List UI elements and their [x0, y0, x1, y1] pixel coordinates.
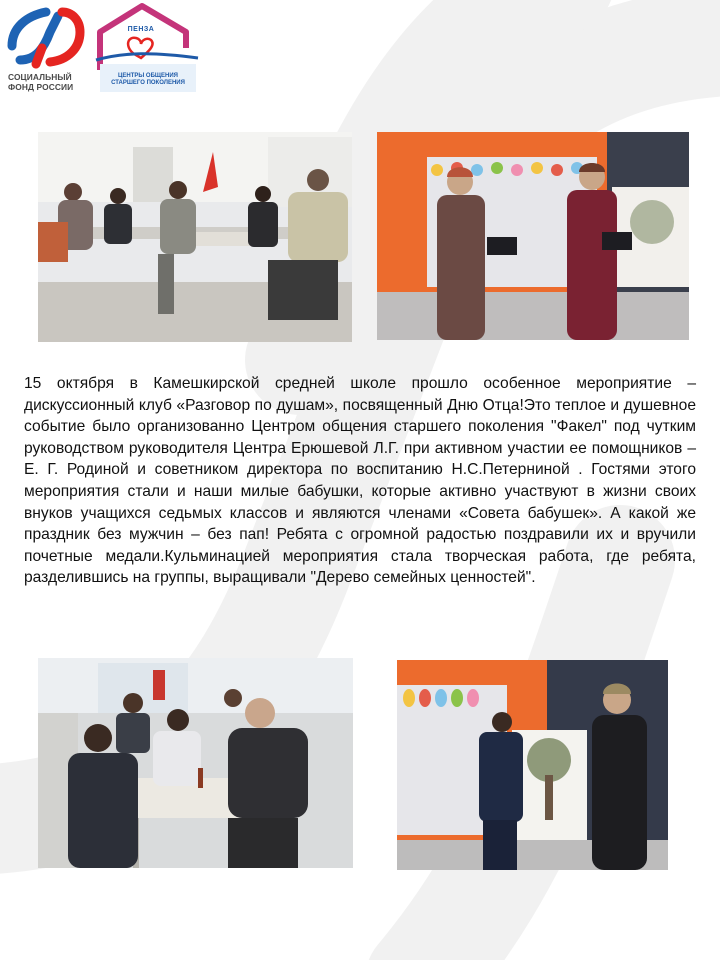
header-logos	[6, 2, 206, 97]
event-photo-presenters	[377, 132, 689, 340]
sfr-logo-line2: ФОНД РОССИИ	[8, 82, 74, 92]
event-photo-classroom	[38, 132, 352, 342]
article-text: 15 октября в Камешкирской средней школе прошло особенное мероприятие – дискуссионный клуб «Разговор по душам», посвященный Дню Отца!Это теплое и душевное событие было организованно Центром общения старшего поколения "Факел" под чутким руководством руководителя Центра Ерюшевой Л.Г. при активном участии ее помощников – Е. Г. Родиной и советником директора по воспитанию Н.С.Петерниной . Гостями этого мероприятия стали и наши милые бабушки, которые активно участвуют в жизни своих внуков учащихся седьмых классов и являются членами «Совета бабушек». А какой же праздник без мужчин – без пап! Ребята с огромной радостью поздравили их и вручили почетные медали.Кульминацией мероприятия стала творческая работа, где ребята, разделившись на группы, выращивали "Дерево семейных ценностей".	[24, 375, 696, 587]
sfr-logo-line1: СОЦИАЛЬНЫЙ	[8, 72, 72, 82]
event-photo-group-work	[38, 658, 353, 868]
penza-caption	[102, 73, 194, 87]
sfr-logo-text	[8, 72, 98, 92]
penza-city-label: ПЕНЗА	[127, 26, 155, 33]
event-photo-family-tree	[397, 660, 668, 870]
penza-caption-line1: ЦЕНТРЫ ОБЩЕНИЯ	[118, 73, 178, 79]
penza-caption-line2: СТАРШЕГО ПОКОЛЕНИЯ	[111, 80, 185, 86]
